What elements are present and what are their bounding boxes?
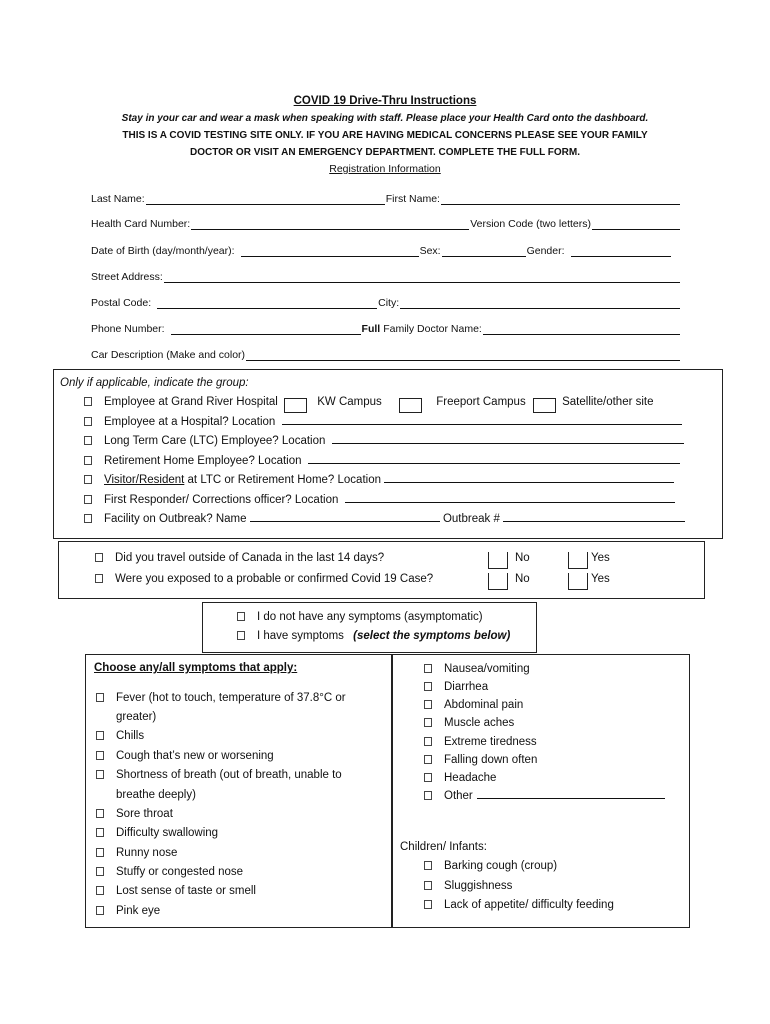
- ltc-label: Long Term Care (LTC) Employee? Location: [104, 435, 326, 447]
- checkbox[interactable]: [84, 417, 92, 426]
- headache-label: Headache: [444, 771, 497, 784]
- outbreak-number-field[interactable]: [503, 511, 685, 522]
- q1-no-checkbox[interactable]: [488, 552, 508, 569]
- symptom-sluggish: [424, 877, 512, 897]
- dob-row: [91, 243, 681, 257]
- checkbox[interactable]: [96, 848, 104, 857]
- symptom-other: [424, 787, 665, 807]
- swallow-label: Difficulty swallowing: [116, 827, 219, 839]
- street-label: Street Address:: [91, 271, 163, 283]
- health-card-row: [91, 216, 681, 230]
- postal-label: Postal Code:: [91, 297, 152, 309]
- symptom-runny: [96, 844, 177, 864]
- symptom-swallow: [96, 824, 218, 844]
- last-name-label: Last Name:: [91, 193, 145, 205]
- appetite-label: Lack of appetite/ difficulty feeding: [444, 899, 614, 911]
- version-code-field[interactable]: [592, 218, 680, 230]
- city-field[interactable]: [400, 297, 680, 309]
- responder-location-field[interactable]: [345, 492, 675, 503]
- instruction-bold-2: DOCTOR OR VISIT AN EMERGENCY DEPARTMENT. COMPLETE THE FULL FORM.: [189, 147, 580, 158]
- freeport-checkbox[interactable]: [399, 398, 422, 413]
- symptom-muscle: [424, 714, 514, 734]
- checkbox[interactable]: [424, 664, 432, 673]
- checkbox[interactable]: [424, 900, 432, 909]
- tired-label: Extreme tiredness: [444, 735, 537, 748]
- symptom-abdominal: [424, 696, 523, 716]
- responder-label: First Responder/ Corrections officer? Location: [104, 493, 339, 506]
- group-facility-row: [84, 510, 685, 530]
- visitor-location-field[interactable]: [384, 472, 674, 483]
- column-divider: [391, 655, 393, 927]
- travel-q2: Were you exposed to a probable or confirmed Covid 19 Case?: [115, 573, 434, 585]
- symptom-fever-cont: [116, 708, 156, 728]
- q2-yes-checkbox[interactable]: [568, 573, 588, 590]
- symptom-tired: [424, 733, 537, 753]
- car-row: [91, 347, 681, 361]
- registration-heading: Registration Information: [329, 163, 441, 175]
- symptom-headache: [424, 769, 496, 789]
- travel-q1: Did you travel outside of Canada in the last 14 days?: [115, 552, 385, 564]
- hospital-label: Employee at a Hospital? Location: [104, 415, 276, 428]
- group-hospital-row: [84, 413, 682, 433]
- symptom-taste: [96, 882, 256, 902]
- checkbox[interactable]: [95, 553, 103, 562]
- runny-label: Runny nose: [116, 846, 178, 859]
- pinkeye-label: Pink eye: [116, 904, 161, 917]
- checkbox[interactable]: [424, 755, 432, 764]
- symptom-appetite: [424, 896, 614, 916]
- facility-name-field[interactable]: [250, 511, 440, 522]
- checkbox[interactable]: [237, 631, 245, 640]
- checkbox[interactable]: [96, 731, 104, 740]
- barking-label: Barking cough (croup): [444, 860, 558, 872]
- q1-no-label: No: [515, 552, 530, 564]
- symptom-falling: [424, 751, 537, 771]
- have-symptoms-note: (select the symptoms below): [353, 630, 511, 642]
- symptom-stuffy: [96, 863, 243, 883]
- fever-label-cont: greater): [116, 711, 157, 723]
- checkbox[interactable]: [237, 612, 245, 621]
- family-doctor-field[interactable]: [483, 323, 680, 335]
- group-responder-row: [84, 491, 675, 511]
- street-field[interactable]: [164, 271, 680, 283]
- health-card-field[interactable]: [191, 218, 469, 230]
- sob-label: Shortness of breath (out of breath, unable to: [116, 769, 342, 781]
- symptom-status-section: [202, 602, 537, 653]
- health-card-label: Health Card Number:: [91, 218, 191, 230]
- visitor-rest-label: at LTC or Retirement Home? Location: [187, 474, 381, 486]
- group-section: [53, 369, 723, 539]
- fever-label: Fever (hot to touch, temperature of 37.8°C or: [116, 692, 346, 704]
- kw-campus-checkbox[interactable]: [284, 398, 307, 413]
- instruction-italic: Stay in your car and wear a mask when speaking with staff. Please place your Health Card onto the dashboard.: [121, 113, 649, 124]
- satellite-label: Satellite/other site: [562, 396, 654, 408]
- q2-no-label: No: [515, 573, 530, 585]
- symptoms-heading: Choose any/all symptoms that apply:: [94, 662, 298, 674]
- checkbox[interactable]: [84, 514, 92, 523]
- symptom-nausea: [424, 660, 530, 680]
- visitor-label: Visitor/Resident: [104, 474, 185, 486]
- city-label: City:: [378, 297, 400, 309]
- checkbox[interactable]: [96, 886, 104, 895]
- ltc-location-field[interactable]: [332, 433, 684, 444]
- car-field[interactable]: [246, 349, 680, 361]
- checkbox[interactable]: [84, 495, 92, 504]
- page-title: COVID 19 Drive-Thru Instructions: [293, 95, 477, 107]
- symptom-sob: [96, 766, 342, 786]
- full-label: Full: [361, 323, 381, 335]
- sex-field[interactable]: [442, 245, 526, 257]
- symptom-chills: [96, 727, 144, 747]
- checkbox[interactable]: [96, 770, 104, 779]
- checkbox[interactable]: [96, 693, 104, 702]
- hospital-location-field[interactable]: [282, 414, 682, 425]
- taste-label: Lost sense of taste or smell: [116, 885, 256, 897]
- symptom-diarrhea: [424, 678, 488, 698]
- retirement-label: Retirement Home Employee? Location: [104, 454, 302, 467]
- q2-no-checkbox[interactable]: [488, 573, 508, 590]
- group-grh-row: [84, 393, 654, 413]
- cough-label: Cough that’s new or worsening: [116, 749, 274, 762]
- checkbox[interactable]: [424, 791, 432, 800]
- checkbox[interactable]: [96, 828, 104, 837]
- street-row: [91, 269, 681, 283]
- name-row: [91, 191, 681, 205]
- travel-q2-yes: [565, 570, 610, 590]
- sex-label: Sex:: [419, 245, 441, 257]
- phone-row: [91, 321, 681, 335]
- family-doctor-label: Family Doctor Name:: [383, 323, 482, 335]
- q1-yes-label: Yes: [591, 552, 610, 564]
- retirement-location-field[interactable]: [308, 453, 680, 464]
- version-code-label: Version Code (two letters): [470, 218, 591, 230]
- satellite-checkbox[interactable]: [533, 398, 556, 413]
- diarrhea-label: Diarrhea: [444, 681, 489, 693]
- checkbox[interactable]: [424, 737, 432, 746]
- phone-field[interactable]: [171, 323, 361, 335]
- checkbox[interactable]: [95, 574, 103, 583]
- dob-field[interactable]: [241, 245, 419, 257]
- checkbox[interactable]: [96, 751, 104, 760]
- last-name-field[interactable]: [146, 193, 385, 205]
- kw-campus-label: KW Campus: [317, 396, 382, 408]
- first-name-label: First Name:: [385, 193, 440, 205]
- throat-label: Sore throat: [116, 808, 173, 820]
- group-retirement-row: [84, 452, 680, 472]
- checkbox[interactable]: [424, 682, 432, 691]
- checkbox[interactable]: [424, 861, 432, 870]
- checkbox[interactable]: [96, 809, 104, 818]
- symptom-fever: [96, 689, 346, 709]
- group-ltc-row: [84, 432, 684, 452]
- checkbox[interactable]: [424, 773, 432, 782]
- travel-q1-yes: [565, 549, 610, 569]
- travel-section: [58, 541, 705, 599]
- checkbox[interactable]: [84, 475, 92, 484]
- symptoms-section: [85, 654, 690, 928]
- stuffy-label: Stuffy or congested nose: [116, 866, 244, 878]
- phone-label: Phone Number:: [91, 323, 165, 335]
- abdominal-label: Abdominal pain: [444, 699, 524, 711]
- dob-label: Date of Birth (day/month/year):: [91, 245, 235, 257]
- travel-q2-no: [485, 570, 530, 590]
- checkbox[interactable]: [424, 881, 432, 890]
- checkbox[interactable]: [424, 718, 432, 727]
- checkbox[interactable]: [424, 700, 432, 709]
- gender-label: Gender:: [526, 245, 565, 257]
- symptom-throat: [96, 805, 173, 825]
- symptom-pinkeye: [96, 902, 160, 922]
- have-symptoms-row: [237, 627, 510, 647]
- first-name-field[interactable]: [441, 193, 680, 205]
- postal-field[interactable]: [157, 297, 377, 309]
- group-visitor-row: [84, 471, 674, 491]
- grh-label: Employee at Grand River Hospital: [104, 396, 278, 408]
- asymptomatic-label: I do not have any symptoms (asymptomatic): [257, 611, 483, 623]
- asymptomatic-row: [237, 608, 483, 628]
- postal-row: [91, 295, 681, 309]
- facility-label: Facility on Outbreak? Name: [104, 513, 247, 525]
- checkbox[interactable]: [96, 867, 104, 876]
- falling-label: Falling down often: [444, 753, 538, 766]
- symptom-barking: [424, 857, 557, 877]
- checkbox[interactable]: [96, 906, 104, 915]
- travel-q1-row: [95, 549, 384, 569]
- group-heading: Only if applicable, indicate the group:: [60, 377, 249, 389]
- checkbox[interactable]: [84, 456, 92, 465]
- nausea-label: Nausea/vomiting: [444, 663, 530, 675]
- checkbox[interactable]: [84, 397, 92, 406]
- sob-label-cont: breathe deeply): [116, 788, 196, 801]
- car-label: Car Description (Make and color): [91, 349, 246, 361]
- freeport-label: Freeport Campus: [436, 396, 526, 408]
- q2-yes-label: Yes: [591, 573, 610, 585]
- chills-label: Chills: [116, 730, 145, 742]
- have-symptoms-label: I have symptoms: [257, 630, 344, 642]
- gender-field[interactable]: [571, 245, 671, 257]
- outbreak-label: Outbreak #: [442, 513, 500, 525]
- symptom-sob-cont: [116, 786, 196, 806]
- other-label: Other: [444, 790, 473, 802]
- q1-yes-checkbox[interactable]: [568, 552, 588, 569]
- children-heading: Children/ Infants:: [400, 841, 487, 853]
- other-field[interactable]: [477, 788, 665, 799]
- sluggish-label: Sluggishness: [444, 879, 513, 892]
- travel-q2-row: [95, 570, 433, 590]
- symptom-cough: [96, 747, 274, 767]
- checkbox[interactable]: [84, 436, 92, 445]
- instruction-bold-1: THIS IS A COVID TESTING SITE ONLY. IF YOU ARE HAVING MEDICAL CONCERNS PLEASE SEE YOUR FAMILY: [122, 130, 648, 141]
- muscle-label: Muscle aches: [444, 717, 515, 729]
- travel-q1-no: [485, 549, 530, 569]
